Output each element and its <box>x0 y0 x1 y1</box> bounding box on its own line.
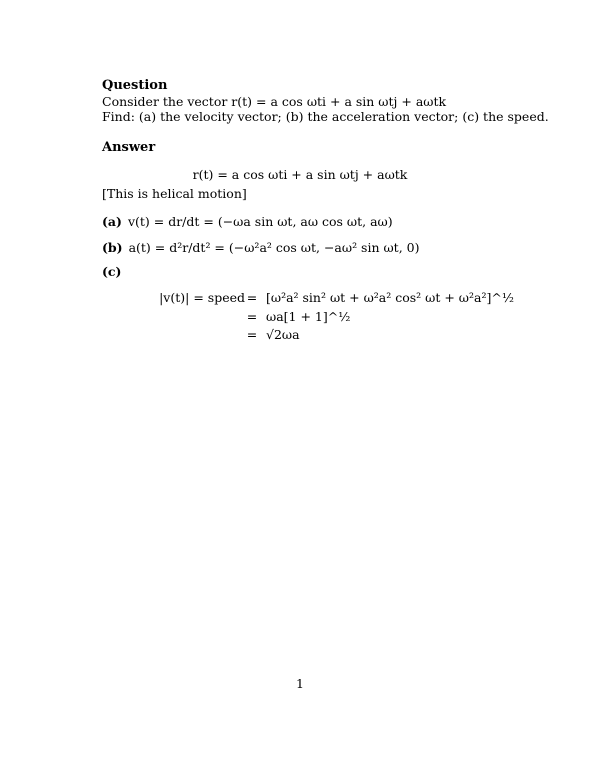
question-line-1: Consider the vector r(t) = a cos ωti + a sin ωtj + aωtk <box>102 94 447 109</box>
speed-row-eq: = <box>246 290 258 305</box>
part-c-label: (c) <box>102 264 122 279</box>
part-a-expression: v(t) = dr/dt = (−ωa sin ωt, aω cos ωt, aω) <box>127 214 393 229</box>
page-number: 1 <box>296 676 304 691</box>
part-b-expression: a(t) = d²r/dt² = (−ω²a² cos ωt, −aω² sin ωt, 0) <box>128 240 420 255</box>
question-line-2: Find: (a) the velocity vector; (b) the acceleration vector; (c) the speed. <box>102 109 549 124</box>
speed-row <box>0 290 600 308</box>
part-b <box>102 240 419 255</box>
part-b-label: (b) <box>102 240 123 255</box>
speed-row <box>0 309 600 327</box>
speed-row-rhs: [ω²a² sin² ωt + ω²a² cos² ωt + ω²a²]^½ <box>266 290 514 305</box>
speed-row-lhs: |v(t)| = speed <box>159 290 245 305</box>
question-heading: Question <box>102 78 168 93</box>
speed-row <box>0 327 600 345</box>
answer-heading: Answer <box>102 140 156 155</box>
part-a <box>102 214 393 229</box>
part-a-label: (a) <box>102 214 122 229</box>
speed-row-rhs: ωa[1 + 1]^½ <box>266 309 351 324</box>
speed-row-eq: = <box>246 327 258 342</box>
part-c <box>102 264 127 279</box>
display-equation: r(t) = a cos ωti + a sin ωtj + aωtk <box>192 167 408 182</box>
helical-note: [This is helical motion] <box>102 186 247 201</box>
speed-row-eq: = <box>246 309 258 324</box>
speed-row-rhs: √2ωa <box>266 327 300 342</box>
